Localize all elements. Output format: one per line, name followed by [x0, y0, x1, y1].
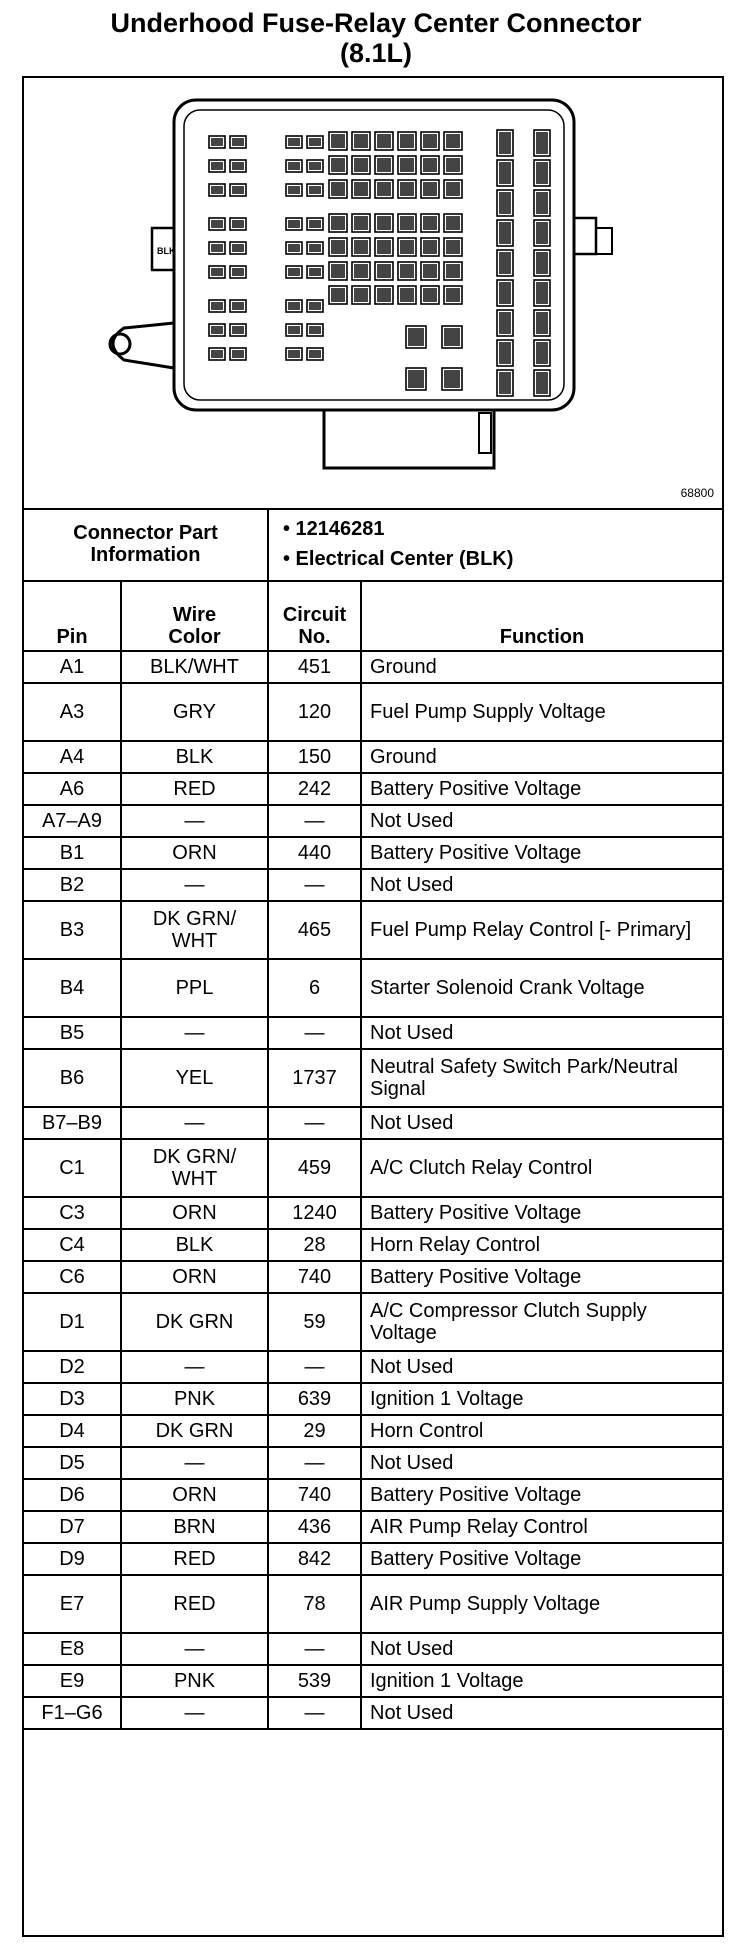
pin-cell: E8	[24, 1633, 121, 1665]
pin-cell: D2	[24, 1351, 121, 1383]
wire-color-cell: BRN	[121, 1511, 268, 1543]
info-label-line-2: Information	[90, 544, 201, 566]
connector-diagram	[24, 78, 722, 510]
function-cell: Battery Positive Voltage	[361, 1197, 722, 1229]
wire-color-cell: DK GRN	[121, 1415, 268, 1447]
relay-slot-fill	[331, 158, 345, 172]
maxi-fuse-slot-fill	[536, 162, 548, 184]
maxi-fuse-slot-fill	[536, 342, 548, 364]
pin-cell: A1	[24, 651, 121, 683]
mini-fuse-slot-fill	[309, 326, 321, 334]
function-header: Function	[361, 581, 722, 651]
relay-slot-fill	[400, 182, 414, 196]
relay-slot-fill	[331, 216, 345, 230]
wire-header-line-2: Color	[168, 626, 221, 648]
function-cell: Fuel Pump Supply Voltage	[361, 683, 722, 741]
part-number: • 12146281	[283, 518, 385, 540]
circuit-cell: —	[268, 1351, 361, 1383]
function-cell: Not Used	[361, 1697, 722, 1729]
relay-slot-fill	[354, 182, 368, 196]
table-row	[24, 1049, 722, 1107]
pin-cell: B3	[24, 901, 121, 959]
connector-frame	[22, 76, 724, 1937]
wire-color-cell: RED	[121, 1575, 268, 1633]
bottom-connector	[324, 410, 494, 468]
relay-slot-fill	[446, 216, 460, 230]
relay-slot-fill	[423, 288, 437, 302]
mini-fuse-slot-fill	[309, 350, 321, 358]
pin-cell: B4	[24, 959, 121, 1017]
mini-fuse-slot-fill	[288, 268, 300, 276]
relay-slot-fill	[377, 158, 391, 172]
function-cell: Ground	[361, 741, 722, 773]
function-cell: Battery Positive Voltage	[361, 837, 722, 869]
function-cell: Ground	[361, 651, 722, 683]
right-latch	[574, 218, 596, 254]
wire-color-cell: DK GRN/ WHT	[121, 1139, 268, 1197]
function-cell: Not Used	[361, 1017, 722, 1049]
pin-cell: D3	[24, 1383, 121, 1415]
pin-cell: A6	[24, 773, 121, 805]
wire-color-cell: BLK	[121, 1229, 268, 1261]
maxi-fuse-slot-fill	[536, 222, 548, 244]
wire-color-cell: ORN	[121, 1261, 268, 1293]
circuit-cell: 1737	[268, 1049, 361, 1107]
wire-color-cell: PNK	[121, 1665, 268, 1697]
relay-slot-fill	[377, 288, 391, 302]
maxi-fuse-slot-fill	[499, 372, 511, 394]
circuit-cell: 6	[268, 959, 361, 1017]
function-cell: Not Used	[361, 1447, 722, 1479]
wire-color-cell: GRY	[121, 683, 268, 741]
relay-slot-fill	[423, 158, 437, 172]
mini-fuse-slot-fill	[211, 326, 223, 334]
wire-color-header	[121, 581, 268, 651]
table-row	[24, 1633, 722, 1665]
circuit-cell: —	[268, 869, 361, 901]
table-row	[24, 869, 722, 901]
circuit-cell: 465	[268, 901, 361, 959]
circuit-header	[268, 581, 361, 651]
mini-fuse-slot-fill	[211, 220, 223, 228]
wire-color-cell: ORN	[121, 1197, 268, 1229]
function-cell: AIR Pump Relay Control	[361, 1511, 722, 1543]
table-row	[24, 651, 722, 683]
fuse-relay-center-drawing	[24, 78, 722, 508]
relay-slot-fill	[446, 158, 460, 172]
function-cell: Starter Solenoid Crank Voltage	[361, 959, 722, 1017]
circuit-cell: 59	[268, 1293, 361, 1351]
circuit-cell: —	[268, 1633, 361, 1665]
mini-fuse-slot-fill	[211, 162, 223, 170]
circuit-cell: 1240	[268, 1197, 361, 1229]
table-row	[24, 1511, 722, 1543]
pin-cell: C6	[24, 1261, 121, 1293]
pin-cell: D9	[24, 1543, 121, 1575]
relay-slot-fill	[423, 264, 437, 278]
relay-slot-fill	[354, 288, 368, 302]
maxi-fuse-slot-fill	[499, 162, 511, 184]
maxi-fuse-slot-fill	[536, 252, 548, 274]
function-cell: Not Used	[361, 869, 722, 901]
pin-header: Pin	[24, 581, 121, 651]
table-row	[24, 1575, 722, 1633]
relay-slot-fill	[446, 264, 460, 278]
table-row	[24, 837, 722, 869]
circuit-cell: 29	[268, 1415, 361, 1447]
pin-cell: D1	[24, 1293, 121, 1351]
mini-fuse-slot-fill	[211, 244, 223, 252]
mini-fuse-slot-fill	[309, 162, 321, 170]
wire-color-cell: ORN	[121, 1479, 268, 1511]
relay-slot-fill	[444, 328, 460, 346]
pin-cell: D5	[24, 1447, 121, 1479]
table-row	[24, 1447, 722, 1479]
info-label-line-1: Connector Part	[73, 522, 218, 544]
function-cell: Not Used	[361, 1351, 722, 1383]
mini-fuse-slot-fill	[288, 244, 300, 252]
table-row	[24, 1229, 722, 1261]
table-row	[24, 1261, 722, 1293]
mounting-ear	[113, 323, 174, 368]
mini-fuse-slot-fill	[288, 138, 300, 146]
table-row	[24, 1697, 722, 1729]
table-row	[24, 773, 722, 805]
table-row	[24, 741, 722, 773]
wire-color-cell: RED	[121, 1543, 268, 1575]
table-row	[24, 805, 722, 837]
table-row	[24, 1107, 722, 1139]
function-cell: Battery Positive Voltage	[361, 1479, 722, 1511]
pin-cell: B2	[24, 869, 121, 901]
circuit-cell: 639	[268, 1383, 361, 1415]
mini-fuse-slot-fill	[309, 138, 321, 146]
function-cell: Not Used	[361, 1633, 722, 1665]
mini-fuse-slot-fill	[288, 326, 300, 334]
wire-color-cell: YEL	[121, 1049, 268, 1107]
pin-cell: C3	[24, 1197, 121, 1229]
relay-slot-fill	[331, 288, 345, 302]
mini-fuse-slot-fill	[309, 244, 321, 252]
relay-slot-fill	[446, 288, 460, 302]
circuit-cell: 740	[268, 1479, 361, 1511]
title-line-1: Underhood Fuse-Relay Center Connector	[110, 8, 642, 38]
maxi-fuse-slot-fill	[536, 372, 548, 394]
maxi-fuse-slot-fill	[499, 192, 511, 214]
relay-slot-fill	[408, 370, 424, 388]
circuit-cell: —	[268, 1017, 361, 1049]
circuit-cell: 150	[268, 741, 361, 773]
relay-slot-fill	[400, 264, 414, 278]
relay-slot-fill	[354, 134, 368, 148]
wire-color-cell: —	[121, 1697, 268, 1729]
function-cell: Ignition 1 Voltage	[361, 1383, 722, 1415]
function-cell: Battery Positive Voltage	[361, 1543, 722, 1575]
wire-color-cell: PNK	[121, 1383, 268, 1415]
title-line-2: (8.1L)	[339, 38, 412, 68]
circuit-cell: 120	[268, 683, 361, 741]
relay-slot-fill	[331, 134, 345, 148]
relay-slot-fill	[423, 216, 437, 230]
circuit-cell: —	[268, 1447, 361, 1479]
relay-slot-fill	[377, 182, 391, 196]
relay-slot-fill	[400, 240, 414, 254]
circuit-cell: 539	[268, 1665, 361, 1697]
pin-cell: D4	[24, 1415, 121, 1447]
blk-label: BLK	[157, 246, 176, 256]
mini-fuse-slot-fill	[288, 220, 300, 228]
mini-fuse-slot-fill	[232, 326, 244, 334]
relay-slot-fill	[408, 328, 424, 346]
relay-slot-fill	[331, 240, 345, 254]
maxi-fuse-slot-fill	[536, 312, 548, 334]
circuit-cell: 78	[268, 1575, 361, 1633]
connector-info-values	[268, 508, 722, 581]
function-cell: Horn Control	[361, 1415, 722, 1447]
relay-slot-fill	[446, 134, 460, 148]
pin-cell: F1–G6	[24, 1697, 121, 1729]
wire-color-cell: RED	[121, 773, 268, 805]
mini-fuse-slot-fill	[211, 350, 223, 358]
circuit-cell: —	[268, 805, 361, 837]
pin-cell: C4	[24, 1229, 121, 1261]
table-row	[24, 1197, 722, 1229]
function-cell: Ignition 1 Voltage	[361, 1665, 722, 1697]
maxi-fuse-slot-fill	[536, 282, 548, 304]
maxi-fuse-slot-fill	[499, 252, 511, 274]
relay-slot-fill	[354, 216, 368, 230]
relay-slot-fill	[444, 370, 460, 388]
mini-fuse-slot-fill	[211, 302, 223, 310]
wire-color-cell: —	[121, 1107, 268, 1139]
relay-slot-fill	[446, 182, 460, 196]
function-cell: A/C Clutch Relay Control	[361, 1139, 722, 1197]
pin-cell: B6	[24, 1049, 121, 1107]
pin-cell: A3	[24, 683, 121, 741]
relay-slot-fill	[354, 240, 368, 254]
mini-fuse-slot-fill	[232, 162, 244, 170]
maxi-fuse-slot-fill	[536, 192, 548, 214]
mini-fuse-slot-fill	[232, 186, 244, 194]
connector-tab	[479, 413, 491, 453]
table-row	[24, 901, 722, 959]
relay-slot-fill	[423, 134, 437, 148]
relay-slot-fill	[400, 288, 414, 302]
pin-cell: C1	[24, 1139, 121, 1197]
part-description: • Electrical Center (BLK)	[283, 548, 514, 570]
pin-cell: D6	[24, 1479, 121, 1511]
function-cell: A/C Compressor Clutch Supply Voltage	[361, 1293, 722, 1351]
circuit-cell: 451	[268, 651, 361, 683]
mini-fuse-slot-fill	[211, 268, 223, 276]
relay-slot-fill	[354, 264, 368, 278]
function-cell: Neutral Safety Switch Park/Neutral Signal	[361, 1049, 722, 1107]
table-row	[24, 1139, 722, 1197]
fuse-slot-grid	[209, 130, 550, 396]
mini-fuse-slot-fill	[288, 186, 300, 194]
wire-color-cell: DK GRN	[121, 1293, 268, 1351]
function-cell: Fuel Pump Relay Control [- Primary]	[361, 901, 722, 959]
circuit-cell: 842	[268, 1543, 361, 1575]
circuit-cell: —	[268, 1697, 361, 1729]
wire-color-cell: BLK	[121, 741, 268, 773]
right-latch-tab	[596, 228, 612, 254]
relay-slot-fill	[400, 158, 414, 172]
table-row	[24, 1351, 722, 1383]
maxi-fuse-slot-fill	[536, 132, 548, 154]
connector-info-row	[24, 508, 722, 581]
circuit-header-line-1: Circuit	[282, 604, 347, 626]
circuit-cell: 459	[268, 1139, 361, 1197]
function-cell: Horn Relay Control	[361, 1229, 722, 1261]
wire-color-cell: —	[121, 805, 268, 837]
wire-color-cell: ORN	[121, 837, 268, 869]
function-cell: Battery Positive Voltage	[361, 773, 722, 805]
circuit-cell: 436	[268, 1511, 361, 1543]
mini-fuse-slot-fill	[232, 244, 244, 252]
header-row	[24, 581, 722, 651]
function-cell: Not Used	[361, 805, 722, 837]
table-row	[24, 1017, 722, 1049]
relay-slot-fill	[331, 264, 345, 278]
table-row	[24, 1383, 722, 1415]
relay-slot-fill	[377, 216, 391, 230]
table-row	[24, 1415, 722, 1447]
connector-info-label	[24, 508, 268, 581]
mini-fuse-slot-fill	[309, 302, 321, 310]
mini-fuse-slot-fill	[309, 186, 321, 194]
mini-fuse-slot-fill	[232, 138, 244, 146]
pin-cell: B7–B9	[24, 1107, 121, 1139]
wire-color-cell: —	[121, 1633, 268, 1665]
wire-color-cell: DK GRN/ WHT	[121, 901, 268, 959]
function-cell: Not Used	[361, 1107, 722, 1139]
relay-slot-fill	[354, 158, 368, 172]
wire-color-cell: PPL	[121, 959, 268, 1017]
mini-fuse-slot-fill	[232, 220, 244, 228]
function-cell: AIR Pump Supply Voltage	[361, 1575, 722, 1633]
wire-header-line-1: Wire	[172, 604, 217, 626]
mini-fuse-slot-fill	[211, 138, 223, 146]
pin-cell: E9	[24, 1665, 121, 1697]
table-row	[24, 683, 722, 741]
page-title	[0, 8, 752, 68]
maxi-fuse-slot-fill	[499, 312, 511, 334]
relay-slot-fill	[377, 264, 391, 278]
wire-color-cell: —	[121, 1017, 268, 1049]
relay-slot-fill	[423, 240, 437, 254]
circuit-cell: —	[268, 1107, 361, 1139]
pin-cell: D7	[24, 1511, 121, 1543]
maxi-fuse-slot-fill	[499, 222, 511, 244]
circuit-cell: 440	[268, 837, 361, 869]
maxi-fuse-slot-fill	[499, 132, 511, 154]
circuit-header-line-2: No.	[298, 626, 331, 648]
pin-table	[24, 508, 722, 1730]
wire-color-cell: BLK/WHT	[121, 651, 268, 683]
pin-rows	[24, 651, 722, 1729]
circuit-cell: 740	[268, 1261, 361, 1293]
mini-fuse-slot-fill	[288, 350, 300, 358]
mini-fuse-slot-fill	[309, 268, 321, 276]
relay-slot-fill	[423, 182, 437, 196]
relay-slot-fill	[400, 134, 414, 148]
pin-cell: B5	[24, 1017, 121, 1049]
figure-number: 68800	[680, 486, 714, 500]
relay-slot-fill	[331, 182, 345, 196]
relay-slot-fill	[377, 240, 391, 254]
pin-cell: A7–A9	[24, 805, 121, 837]
pin-cell: A4	[24, 741, 121, 773]
maxi-fuse-slot-fill	[499, 342, 511, 364]
mini-fuse-slot-fill	[288, 162, 300, 170]
relay-slot-fill	[400, 216, 414, 230]
mini-fuse-slot-fill	[232, 350, 244, 358]
pin-cell: E7	[24, 1575, 121, 1633]
pin-cell: B1	[24, 837, 121, 869]
maxi-fuse-slot-fill	[499, 282, 511, 304]
wire-color-cell: —	[121, 869, 268, 901]
mini-fuse-slot-fill	[211, 186, 223, 194]
mini-fuse-slot-fill	[309, 220, 321, 228]
table-row	[24, 959, 722, 1017]
table-row	[24, 1479, 722, 1511]
function-cell: Battery Positive Voltage	[361, 1261, 722, 1293]
mini-fuse-slot-fill	[232, 302, 244, 310]
table-row	[24, 1665, 722, 1697]
mini-fuse-slot-fill	[232, 268, 244, 276]
relay-slot-fill	[446, 240, 460, 254]
table-row	[24, 1293, 722, 1351]
circuit-cell: 28	[268, 1229, 361, 1261]
wire-color-cell: —	[121, 1447, 268, 1479]
wire-color-cell: —	[121, 1351, 268, 1383]
circuit-cell: 242	[268, 773, 361, 805]
mini-fuse-slot-fill	[288, 302, 300, 310]
table-row	[24, 1543, 722, 1575]
relay-slot-fill	[377, 134, 391, 148]
